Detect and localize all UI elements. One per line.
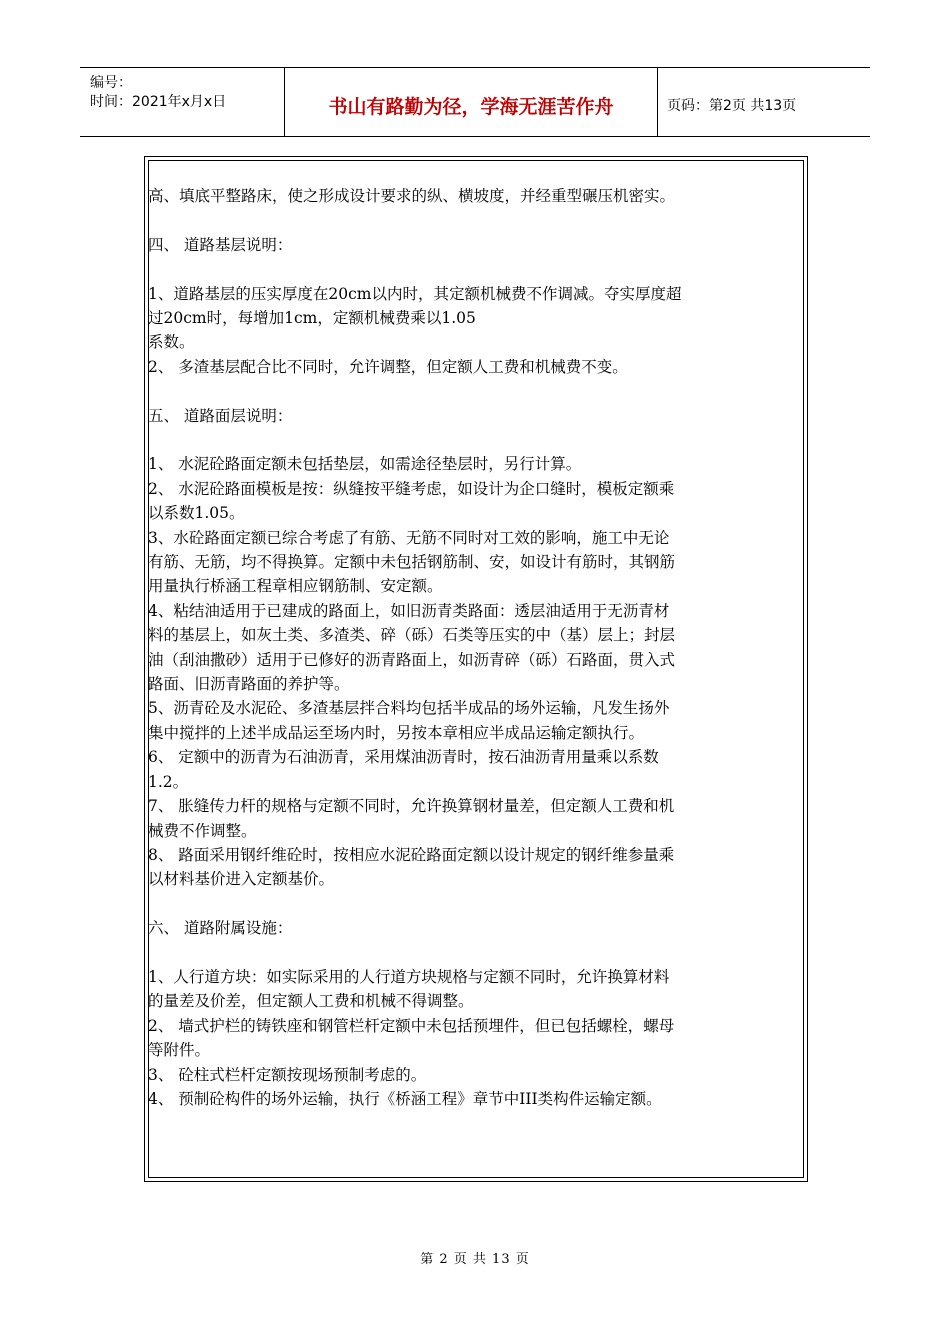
page-footer: 第 2 页 共 13 页 (420, 1252, 530, 1267)
text-line: 2、 多渣基层配合比不同时，允许调整，但定额人工费和机械费不变。 (148, 357, 628, 376)
content-box (144, 156, 808, 1182)
text-line: 3、水砼路面定额已综合考虑了有筋、无筋不同时对工效的影响，施工中无论 (148, 528, 670, 547)
text-line: 1、道路基层的压实厚度在20cm以内时，其定额机械费不作调减。夺实厚度超 (148, 284, 682, 303)
text-line: 8、 路面采用钢纤维砼时，按相应水泥砼路面定额以设计规定的钢纤维参量乘 (148, 845, 675, 864)
blank-line (148, 257, 800, 281)
blank-line (148, 941, 800, 965)
date-label: 时间：2021年x月x日 (90, 94, 227, 110)
text-line: 油（刮油撒砂）适用于已修好的沥青路面上，如沥青碎（砾）石路面，贯入式 (148, 650, 676, 669)
text-line: 2、 墙式护栏的铸铁座和钢管栏杆定额中未包括预埋件，但已包括螺栓，螺母 (148, 1016, 675, 1035)
text-line: 路面、旧沥青路面的养护等。 (148, 675, 350, 694)
text-line: 的量差及价差，但定额人工费和机械不得调整。 (148, 992, 474, 1011)
text-line: 五、 道路面层说明： (148, 406, 293, 425)
blank-line (148, 379, 800, 403)
document-body (148, 184, 800, 1111)
text-line: 5、沥青砼及水泥砼、多渣基层拌合料均包括半成品的场外运输，凡发生扬外 (148, 699, 670, 718)
text-line: 用量执行桥涵工程章相应钢筋制、安定额。 (148, 577, 443, 596)
text-line: 1、 水泥砼路面定额未包括垫层，如需途径垫层时，另行计算。 (148, 455, 582, 474)
text-line: 械费不作调整。 (148, 821, 257, 840)
text-line: 料的基层上，如灰土类、多渣类、碎（砾）石类等压实的中（基）层上；封层 (148, 626, 676, 645)
blank-line (148, 208, 800, 232)
blank-line (148, 428, 800, 452)
text-line: 4、粘结油适用于已建成的路面上，如旧沥青类路面：透层油适用于无沥青材 (148, 601, 670, 620)
text-line: 高、填底平整路床，使之形成设计要求的纵、横坡度，并经重型碾压机密实。 (148, 187, 676, 205)
text-line: 3、 砼柱式栏杆定额按现场预制考虑的。 (148, 1065, 427, 1084)
text-line: 1.2。 (148, 772, 189, 791)
page-header (80, 67, 870, 137)
text-line: 系数。 (148, 333, 195, 352)
text-line: 以材料基价进入定额基价。 (148, 870, 335, 889)
motto-text: 书山有路勤为径，学海无涯苦作舟 (328, 96, 614, 118)
blank-line (148, 892, 800, 916)
text-line: 1、人行道方块：如实际采用的人行道方块规格与定额不同时，允许换算材料 (148, 967, 670, 986)
text-line: 以系数1.05。 (148, 504, 245, 523)
header-motto-cell (284, 68, 658, 136)
header-right-cell (657, 68, 870, 136)
text-line: 7、 胀缝传力杆的规格与定额不同时，允许换算钢材量差，但定额人工费和机 (148, 797, 675, 816)
text-line: 六、 道路附属设施： (148, 919, 293, 938)
text-line: 集中搅拌的上述半成品运至场内时，另按本章相应半成品运输定额执行。 (148, 723, 645, 742)
text-line: 有筋、无筋，均不得换算。定额中未包括钢筋制、安，如设计有筋时，其钢筋 (148, 553, 676, 572)
page-info: 页码：第2页 共13页 (667, 98, 797, 114)
text-line: 四、 道路基层说明： (148, 235, 293, 254)
text-line: 6、 定额中的沥青为石油沥青，采用煤油沥青时，按石油沥青用量乘以系数 (148, 748, 659, 767)
number-label: 编号： (90, 75, 132, 91)
text-line: 2、 水泥砼路面模板是按：纵缝按平缝考虑，如设计为企口缝时，模板定额乘 (148, 479, 675, 498)
header-left-cell (80, 68, 284, 136)
text-line: 过20cm时，每增加1cm，定额机械费乘以1.05 (148, 309, 476, 327)
text-line: 等附件。 (148, 1041, 211, 1060)
text-line: 4、 预制砼构件的场外运输，执行《桥涵工程》章节中III类构件运输定额。 (148, 1089, 662, 1108)
